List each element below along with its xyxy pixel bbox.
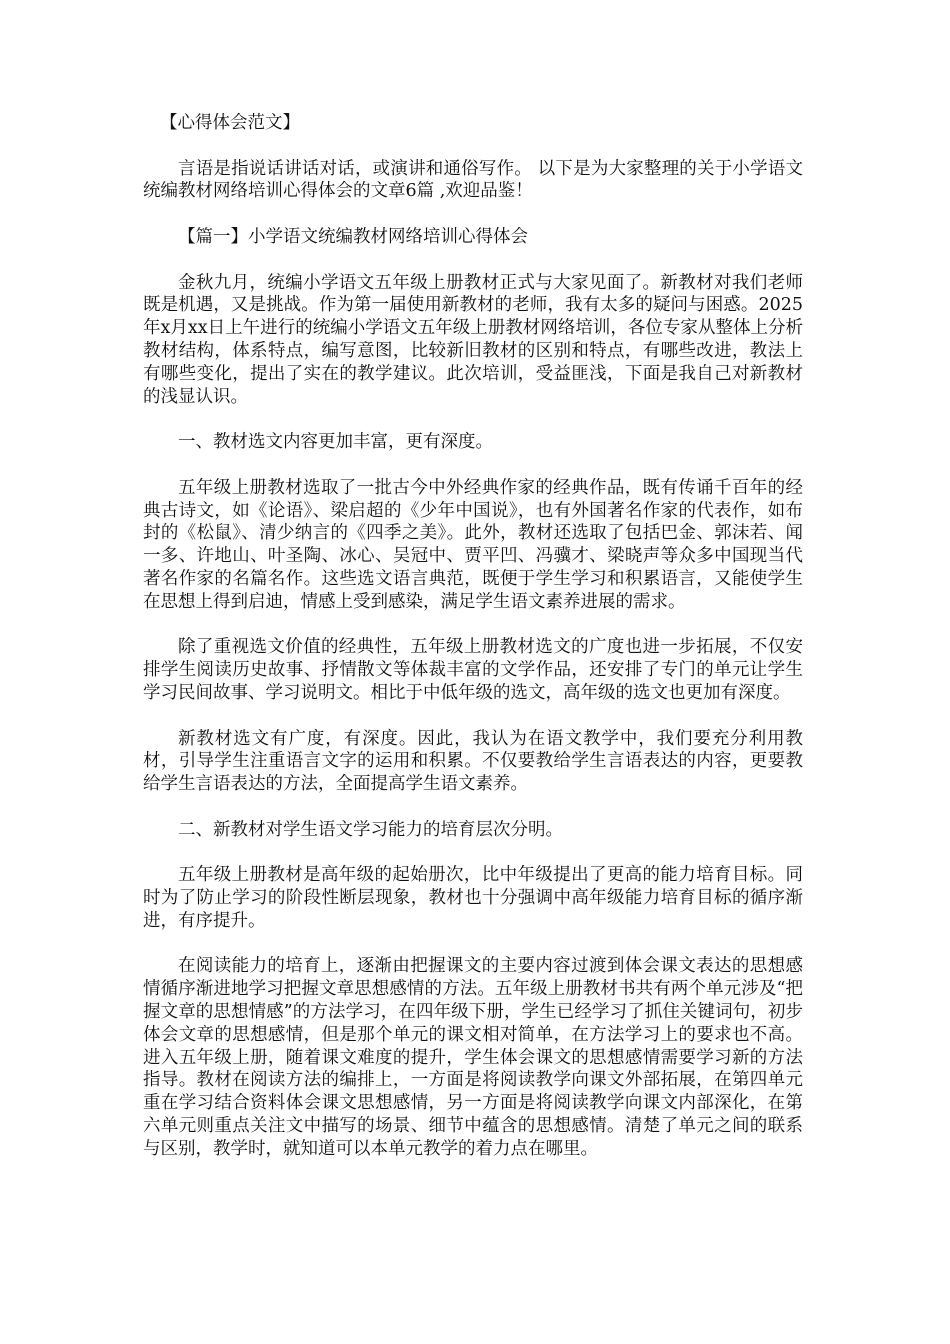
- document-body: [143, 112, 803, 1183]
- body-paragraph: 在阅读能力的培育上，逐渐由把握课文的主要内容过渡到体会课文表达的思想感情循序渐进地学习把握文章思想感情的方法。五年级上册教材书共有两个单元涉及“把握文章的思想情感”的方法学习，在四年级下册，学生已经学习了抓住关键词句，初步体会文章的思想感情，但是那个单元的课文相对简单，在方法学习上的要求也不高。进入五年级上册，随着课文难度的提升，学生体会课文的思想感情需要学习新的方法指导。教材在阅读方法的编排上，一方面是将阅读教学向课文外部拓展，在第四单元重在学习结合资料体会课文思想感情，另一方面是将阅读教学向课文内部深化，在第六单元则重点关注文中描写的场景、细节中蕴含的思想感情。清楚了单元之间的联系与区别，教学时，就知道可以本单元教学的着力点在哪里。: [143, 956, 803, 1159]
- body-paragraph: 五年级上册教材是高年级的起始册次，比中年级提出了更高的能力培育目标。同时为了防止学习的阶段性断层现象，教材也十分强调中高年级能力培育目标的循序渐进，有序提升。: [143, 865, 803, 931]
- body-paragraph: 新教材选文有广度，有深度。因此，我认为在语文教学中，我们要充分利用教材，引导学生注重语言文字的运用和积累。不仅要教给学生言语表达的内容，更要教给学生言语表达的方法，全面提高学生语文素养。: [143, 728, 803, 795]
- body-paragraph: 金秋九月，统编小学语文五年级上册教材正式与大家见面了。新教材对我们老师既是机遇，又是挑战。作为第一届使用新教材的老师，我有太多的疑问与困惑。2025年x月xx日上午进行的统编小学语文五年级上册教材网络培训，各位专家从整体上分析教材结构，体系特点，编写意图，比较新旧教材的区别和特点，有哪些改进，教法上有哪些变化，提出了实在的教学建议。此次培训，受益匪浅，下面是我自己对新教材的浅显认识。: [143, 272, 803, 407]
- subheading-paragraph: 一、教材选文内容更加丰富，更有深度。: [178, 432, 493, 453]
- body-paragraph: 除了重视选文价值的经典性，五年级上册教材选文的广度也进一步拓展，不仅安排学生阅读历史故事、抒情散文等体裁丰富的文学作品，还安排了专门的单元让学生学习民间故事、学习说明文。相比于中低年级的选文，高年级的选文也更加有深度。: [143, 637, 803, 703]
- subheading-paragraph: 二、新教材对学生语文学习能力的培育层次分明。: [178, 819, 563, 840]
- body-paragraph: 五年级上册教材选取了一批古今中外经典作家的经典作品，既有传诵千百年的经典古诗文，如《论语》、梁启超的《少年中国说》，也有外国著名作家的代表作，如布封的《松鼠》、清少纳言的《四季之美》。此外，教材还选取了包括巴金、郭沫若、闻一多、许地山、叶圣陶、冰心、吴冠中、贾平凹、冯骥才、梁晓声等众多中国现当代著名作家的名篇名作。这些选文语言典范，既便于学生学习和积累语言，又能使学生在思想上得到启迪，情感上受到感染，满足学生语文素养进展的需求。: [143, 477, 803, 612]
- document-heading: 【心得体会范文】: [160, 113, 300, 133]
- intro-paragraph: 言语是指说话讲话对话，或演讲和通俗写作。 以下是为大家整理的关于小学语文统编教材网络培训心得体会的文章6篇 ,欢迎品鉴！: [143, 158, 803, 202]
- section-title: 【篇一】小学语文统编教材网络培训心得体会: [178, 226, 528, 247]
